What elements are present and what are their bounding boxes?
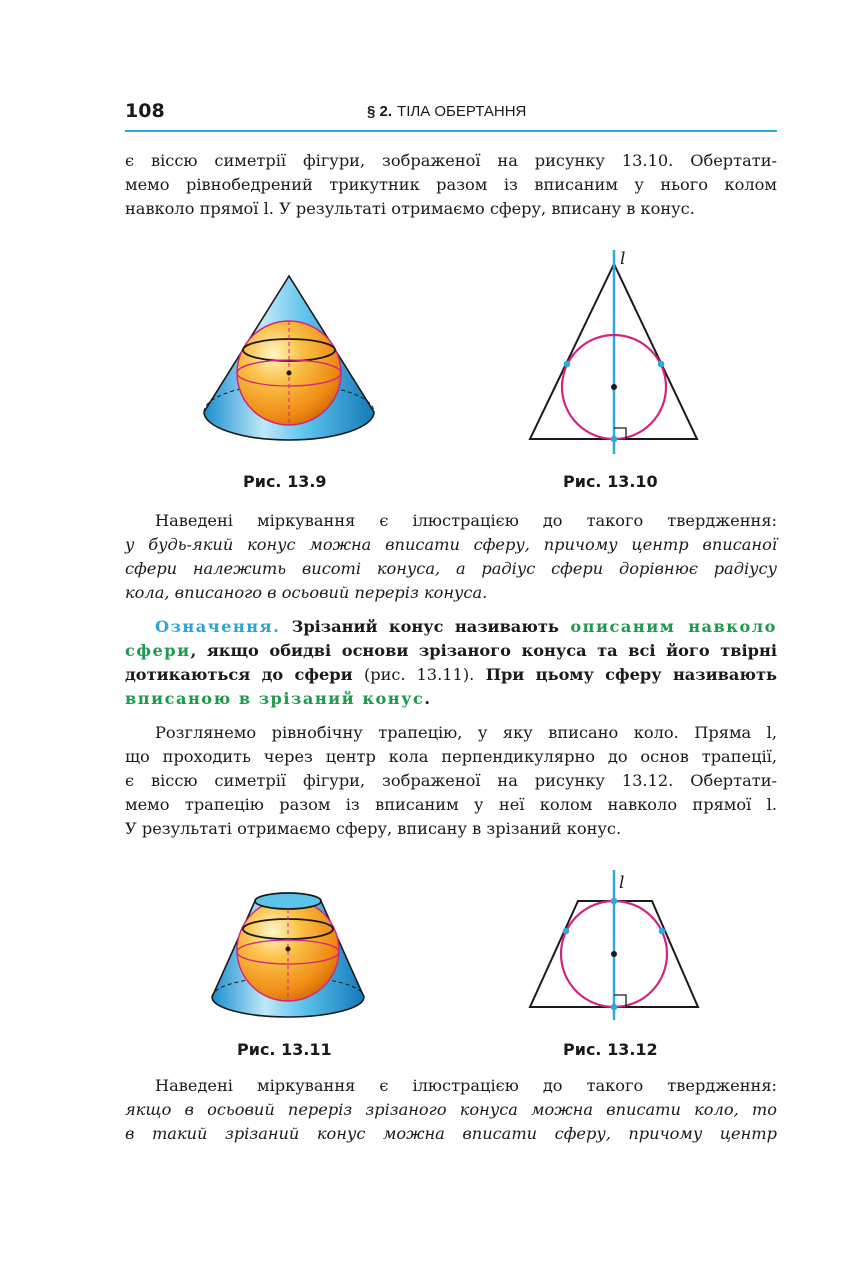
term: описаним навколо bbox=[570, 617, 777, 636]
text-line: У результаті отримаємо сферу, вписану в зрізаний конус. bbox=[125, 819, 622, 838]
figure-caption: Рис. 13.12 bbox=[563, 1040, 658, 1059]
text-line: сфери належить висоті конуса, а радіус сфери дорівнює радіусу bbox=[125, 559, 777, 578]
text-line: вписаною в зрізаний конус. bbox=[125, 689, 431, 708]
text-line: у будь-який конус можна вписати сферу, причому центр вписаної bbox=[125, 535, 777, 554]
text-line: Наведені міркування є ілюстрацією до такого твердження: bbox=[155, 1076, 777, 1095]
section-mark: § 2. bbox=[367, 103, 393, 120]
term: вписаною в зрізаний конус bbox=[125, 689, 425, 708]
text-line: є віссю симетрії фігури, зображеної на рисунку 13.12. Обертати- bbox=[125, 771, 777, 790]
text-line: в такий зрізаний конус можна вписати сферу, причому центр bbox=[125, 1124, 777, 1143]
text-line: Означення. Зрізаний конус називають описаним навколо bbox=[155, 617, 777, 636]
text-line: Наведені міркування є ілюстрацією до такого твердження: bbox=[155, 511, 777, 530]
figure-caption: Рис. 13.11 bbox=[237, 1040, 332, 1059]
text-line: якщо в осьовий переріз зрізаного конуса можна вписати коло, то bbox=[125, 1100, 777, 1119]
text-line: Розглянемо рівнобічну трапецію, у яку вписано коло. Пряма l, bbox=[155, 723, 777, 742]
text-line: дотикаються до сфери (рис. 13.11). При цьому сферу називають bbox=[125, 665, 777, 684]
figure-cone-with-sphere bbox=[195, 268, 385, 463]
text-line: навколо прямої l. У результаті отримаємо сферу, вписану в конус. bbox=[125, 199, 695, 218]
text-line: кола, вписаного в осьовий переріз конуса. bbox=[125, 583, 488, 602]
paragraph-statement-2 bbox=[125, 1074, 777, 1146]
text-line: мемо трапецію разом із вписаним у неї колом навколо прямої l. bbox=[125, 795, 777, 814]
text-line: є віссю симетрії фігури, зображеної на рисунку 13.10. Обертати- bbox=[125, 151, 777, 170]
paragraph-statement-1 bbox=[125, 509, 777, 605]
text-line: що проходить через центр кола перпендикулярно до основ трапеції, bbox=[125, 747, 777, 766]
term: сфери bbox=[125, 641, 191, 660]
text-line: мемо рівнобедрений трикутник разом із вписаним у нього колом bbox=[125, 175, 777, 194]
definition-block bbox=[125, 615, 777, 711]
figure-trapezoid-incircle bbox=[522, 868, 712, 1023]
paragraph-trapezoid bbox=[125, 721, 777, 841]
text-line: сфери, якщо обидві основи зрізаного конуса та всі його твірні bbox=[125, 641, 777, 660]
section-name: ТІЛА ОБЕРТАННЯ bbox=[397, 103, 527, 120]
page-header bbox=[125, 98, 777, 132]
figure-caption: Рис. 13.9 bbox=[243, 472, 327, 491]
figure-truncated-cone-with-sphere bbox=[205, 885, 375, 1020]
section-title bbox=[367, 103, 526, 120]
paragraph-intro bbox=[125, 149, 777, 221]
axis-label: l bbox=[619, 873, 625, 893]
figure-caption: Рис. 13.10 bbox=[563, 472, 658, 491]
figure-triangle-incircle bbox=[522, 248, 712, 458]
page-number: 108 bbox=[125, 100, 165, 122]
axis-label: l bbox=[620, 249, 626, 269]
definition-label: Означення. bbox=[155, 617, 281, 636]
